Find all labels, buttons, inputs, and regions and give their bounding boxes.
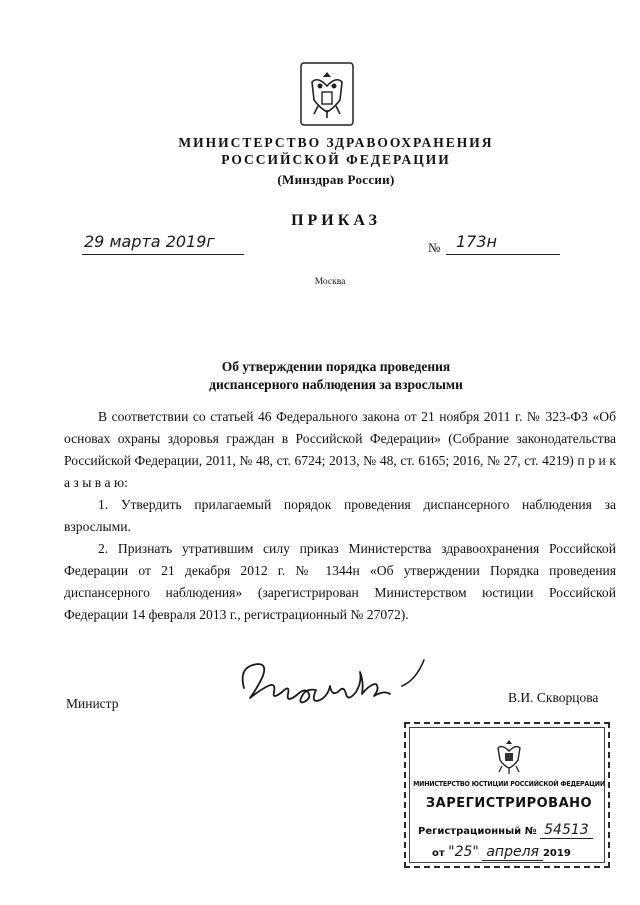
item-1-paragraph: 1. Утвердить прилагаемый порядок проведения диспансерного наблюдения за взрослыми.: [64, 497, 616, 534]
subject-line2: диспансерного наблюдения за взрослыми: [209, 377, 463, 392]
signer-name: В.И. Скворцова: [508, 690, 599, 705]
order-number: 173н: [456, 232, 497, 251]
subject-line1: Об утверждении порядка проведения: [221, 359, 451, 374]
ministry-short-name: (Минздрав России): [277, 172, 395, 187]
document-title: ПРИКАЗ: [291, 212, 381, 229]
stamp-registration-number: [418, 822, 593, 839]
stamp-date-day: "25": [448, 844, 479, 860]
item-2-paragraph: 2. Признать утратившим силу приказ Министерства здравоохранения Российской Федерации от 21 декабря 2012 г. № 1344н «Об утверждении Порядка проведения диспансерного наблюдения» (зарегистрирован Министерством юстиции Российской Федерации 14 февраля 2013 г., регистрационный № 27072).: [64, 541, 616, 622]
order-number-label: №: [428, 240, 441, 255]
stamp-date: [432, 844, 571, 861]
stamp-registered: ЗАРЕГИСТРИРОВАНО: [425, 796, 593, 811]
signer-position: Министр: [66, 696, 119, 711]
preamble-paragraph: В соответствии со статьей 46 Федерального закона от 21 ноября 2011 г. № 323-ФЗ «Об основах охраны здоровья граждан в Российской Федерации» (Собрание законодательства Российской Федерации, 2011, № 48, ст. 6724; 2013, № 48, ст. 6165; 2016, № 27, ст. 4219) п р и к а з ы в а ю:: [64, 409, 616, 490]
order-subject: [172, 358, 500, 394]
stamp-frame: [409, 727, 605, 863]
order-date: 29 марта 2019г: [84, 232, 215, 251]
ministry-name-line2: РОССИЙСКОЙ ФЕДЕРАЦИИ: [221, 152, 451, 167]
stamp-date-month: апреля: [482, 844, 543, 861]
handwritten-signature: [232, 648, 442, 720]
stamp-reg-number: 54513: [540, 822, 593, 839]
registration-stamp: [404, 722, 610, 868]
coat-of-arms-icon: [300, 62, 354, 126]
number-underline: [446, 254, 560, 255]
ministry-name-line1: МИНИСТЕРСТВО ЗДРАВООХРАНЕНИЯ: [178, 135, 494, 150]
date-underline: [82, 254, 244, 255]
stamp-date-year: 2019: [542, 848, 571, 859]
stamp-ministry-name: МИНИСТЕРСТВО ЮСТИЦИИ РОССИЙСКОЙ ФЕДЕРАЦИИ: [413, 780, 605, 788]
ministry-header: [150, 134, 522, 188]
stamp-reg-label: Регистрационный №: [418, 826, 537, 837]
city: Москва: [314, 277, 346, 287]
stamp-date-prefix: от: [432, 848, 445, 859]
order-body: [64, 406, 616, 626]
coat-of-arms-icon: [492, 736, 526, 776]
